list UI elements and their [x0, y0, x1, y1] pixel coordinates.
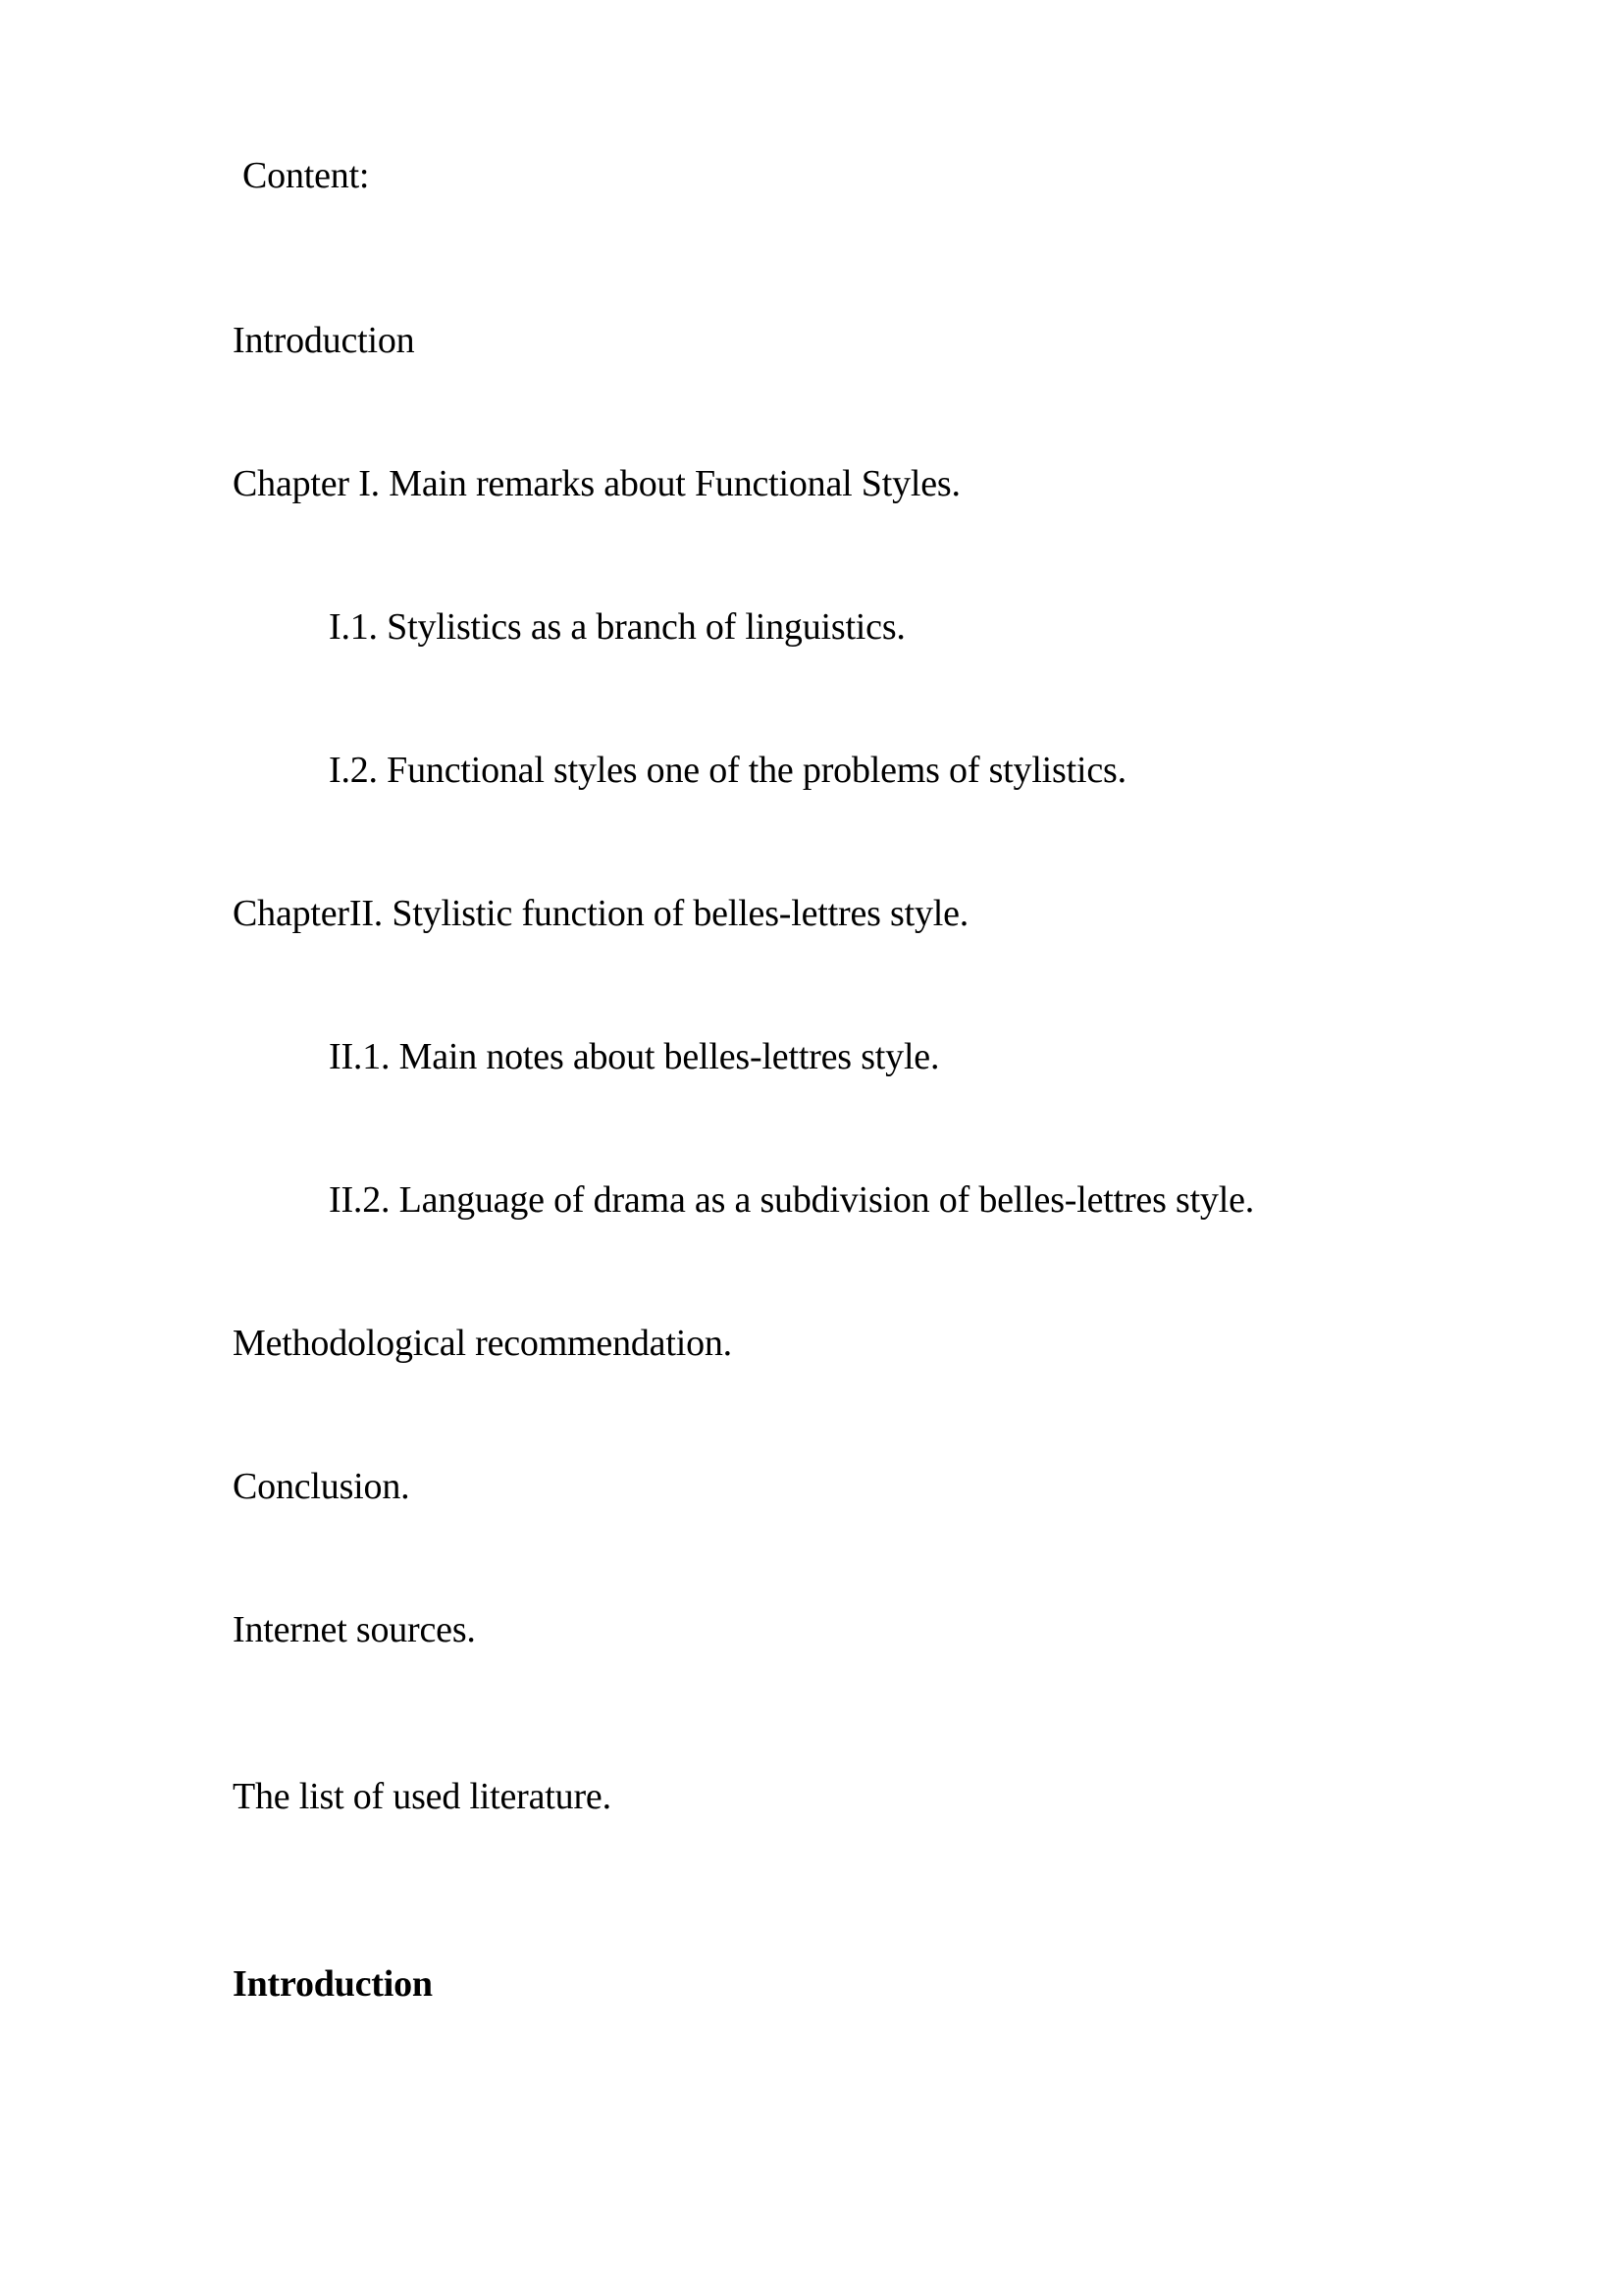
toc-item-chapter-2: ChapterII. Stylistic function of belles-lettres style. [233, 893, 969, 934]
toc-item-list-of-literature: The list of used literature. [233, 1776, 611, 1817]
toc-item-section-1-2: I.2. Functional styles one of the problems of stylistics. [329, 750, 1126, 791]
toc-item-internet-sources: Internet sources. [233, 1609, 476, 1650]
toc-item-section-1-1: I.1. Stylistics as a branch of linguistics. [329, 606, 906, 648]
toc-item-section-2-2: II.2. Language of drama as a subdivision of belles-lettres style. [329, 1179, 1255, 1221]
toc-item-chapter-1: Chapter I. Main remarks about Functional Styles. [233, 463, 961, 504]
section-title-introduction: Introduction [233, 1963, 433, 2005]
toc-item-conclusion: Conclusion. [233, 1466, 410, 1507]
toc-item-introduction: Introduction [233, 320, 415, 361]
toc-item-section-2-1: II.1. Main notes about belles-lettres style. [329, 1036, 940, 1077]
content-heading: Content: [242, 155, 370, 196]
toc-item-methodological-recommendation: Methodological recommendation. [233, 1323, 732, 1364]
